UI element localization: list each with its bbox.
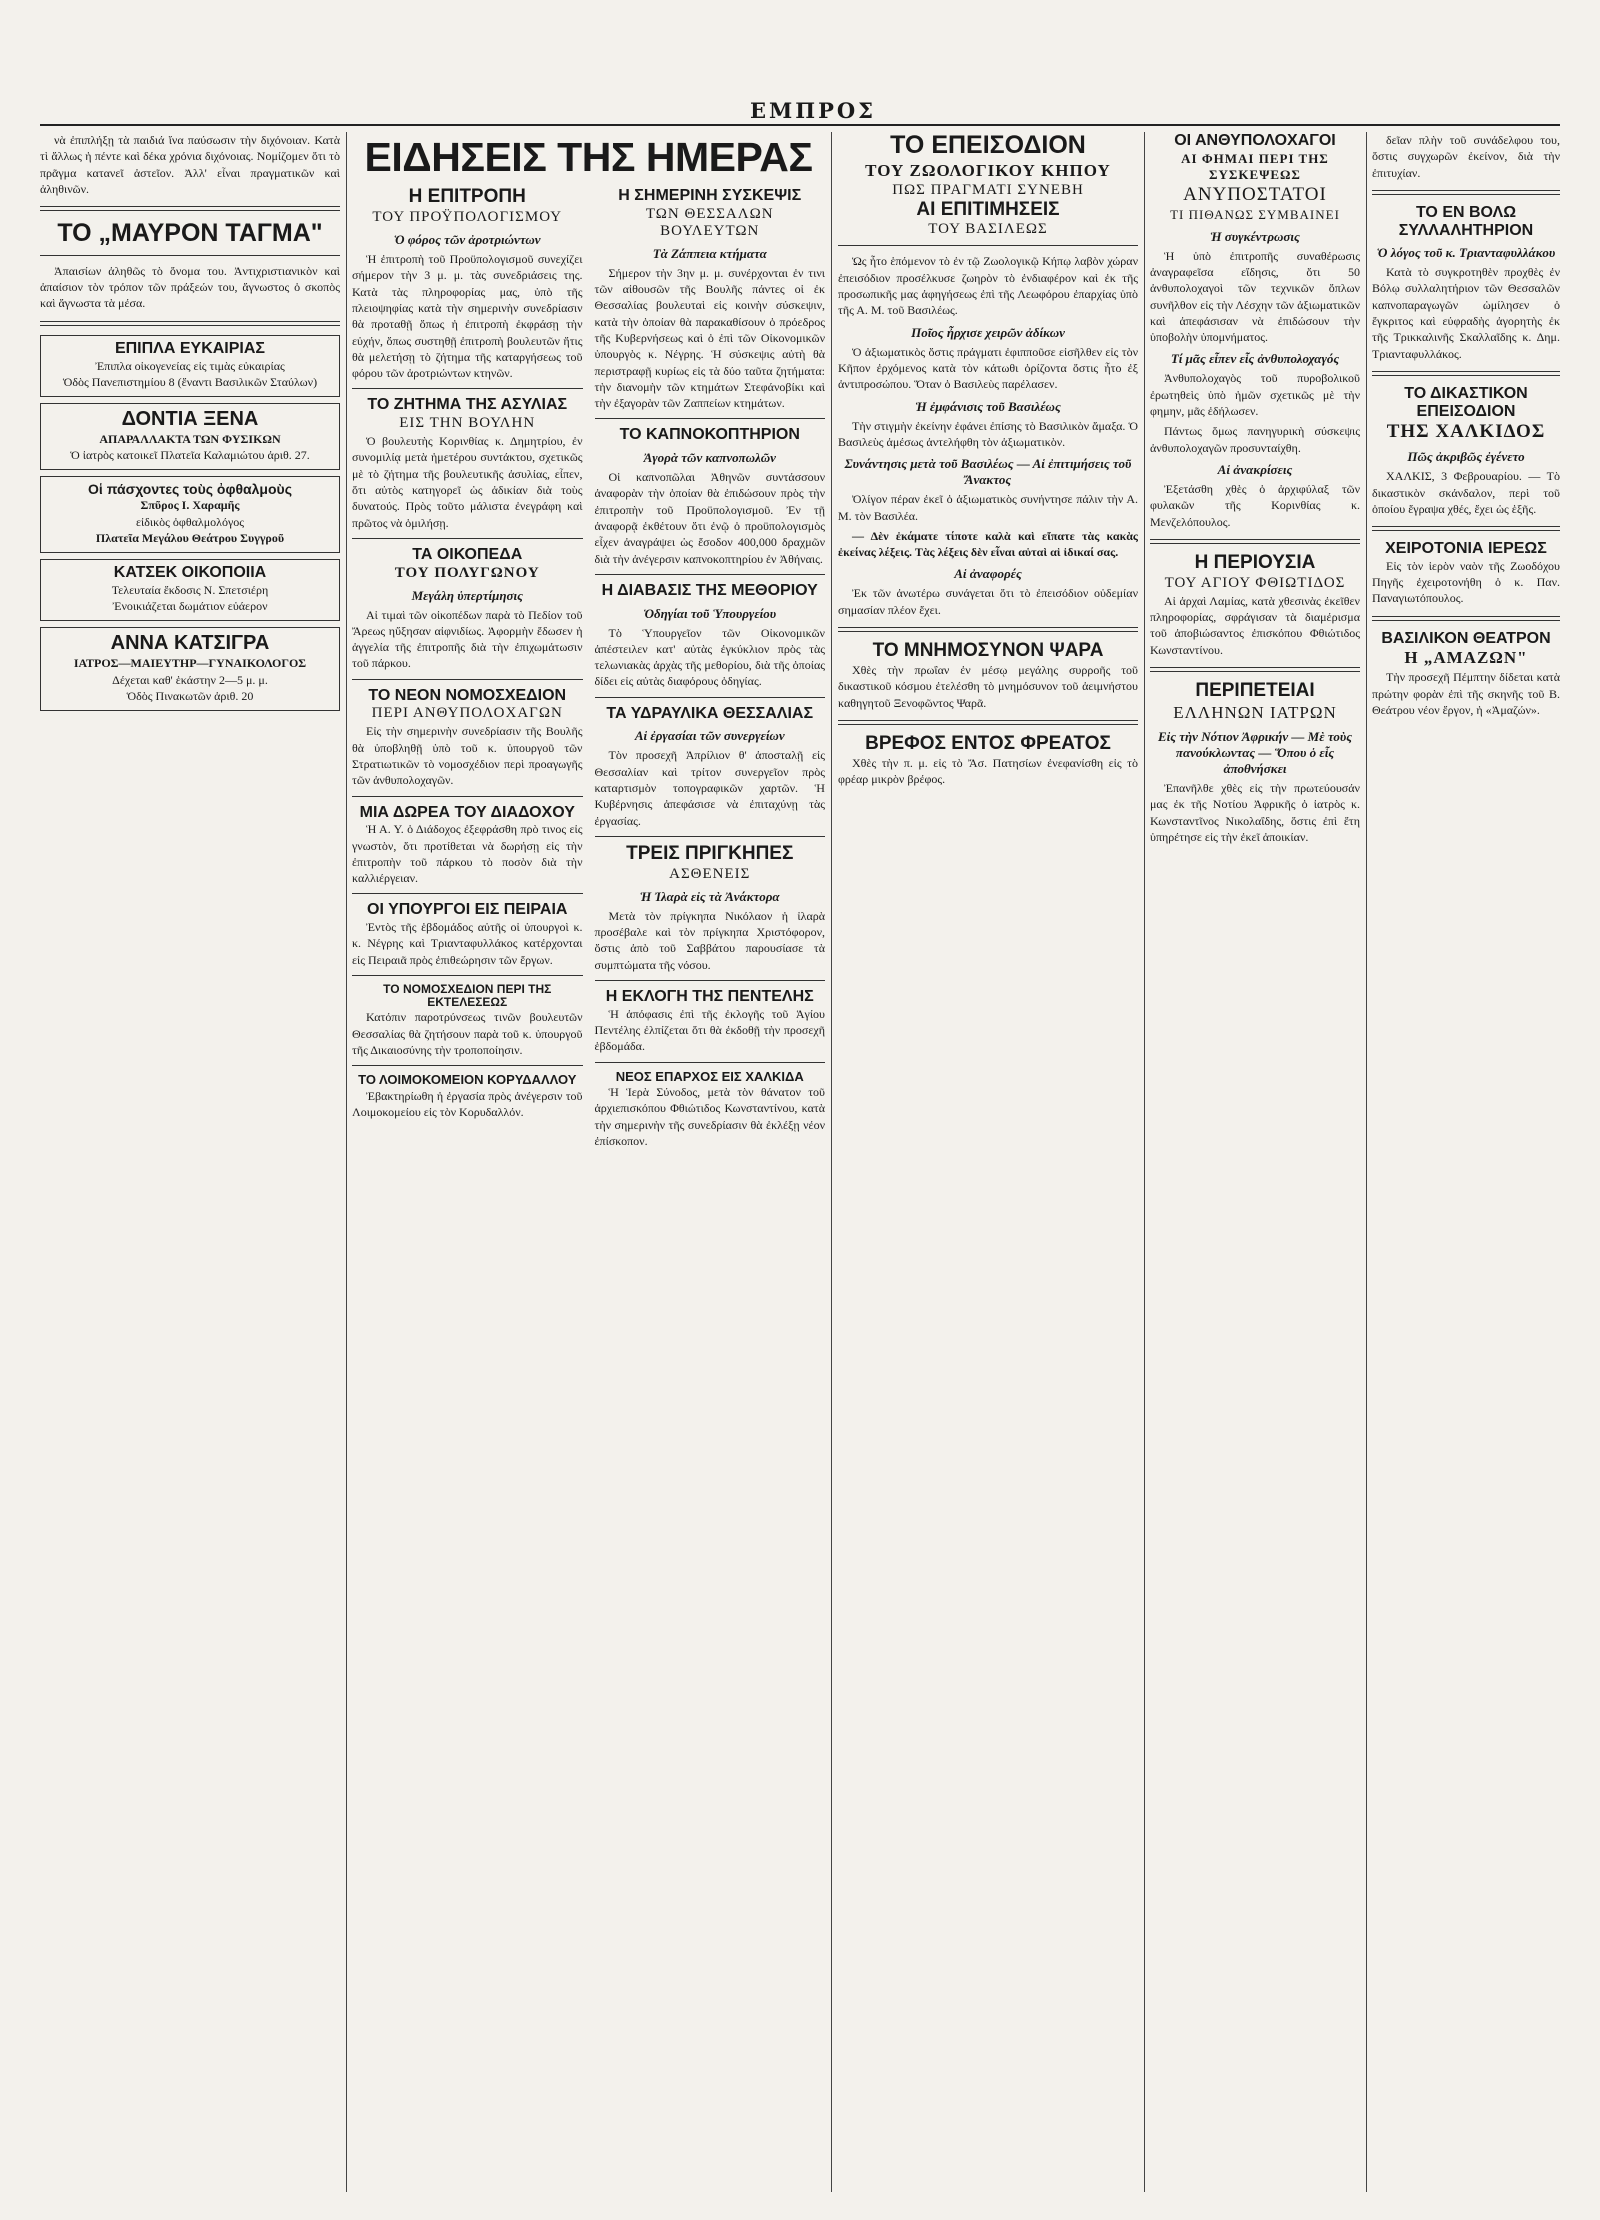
article-text: νὰ ἐπιπλήξῃ τὰ παιδιά ἵνα παύσωσιν τὴν διχόνοιαν. Κατὰ τὶ ἄλλως ἡ πέντε καὶ δέκα χρόνια διχόνοιας. Νομίζομεν ὅτι τὸ πρᾶγμα κατανεῖ ἀστεῖον. Ἀλλ' εἶναι πραγματικῶν καὶ ἀληθινῶν. — [40, 133, 340, 196]
article-kicker: Μεγάλη ὑπερτίμησις — [411, 587, 523, 603]
article-text: Ἐξετάσθη χθὲς ὁ ἀρχιφύλαξ τῶν φυλακῶν τῆς Κορινθίας κ. Μενζελόπουλος. — [1150, 482, 1360, 529]
article-text: Ἐπανῆλθε χθὲς εἰς τὴν πρωτεύουσάν μας ἐκ τῆς Νοτίου Ἀφρικῆς ὁ ἰατρὸς κ. Κωνσταντῖνος Νικολαΐδης, ὅστις ἐπὶ ἔτη ὑπηρέτησε εἰς τὴν ἐκεῖ ἀποικίαν. — [1150, 781, 1360, 844]
article-text: Αἱ ἀρχαὶ Λαμίας, κατὰ χθεσινὰς ἐκεῖθεν πληροφορίας, σφράγισαν τὰ διαμέρισμα τοῦ ἀποβιώσαντος ἐπισκόπου Φθιώτιδος Κωνσταντίνου. — [1150, 593, 1360, 657]
article-subheadline: ΠΩΣ ΠΡΑΓΜΑΤΙ ΣΥΝΕΒΗ — [892, 181, 1084, 198]
article-text: Ἡ Ἱερὰ Σύνοδος, μετὰ τὸν θάνατον τοῦ ἀρχιεπισκόπου Φθιώτιδος Κωνσταντίνου, κατὰ τὴν σημερινὴν τῆς συνεδρίασιν θὰ ἐκλέξῃ νέον ἐπίσκοπον. — [594, 1084, 825, 1148]
article-text: ΧΑΛΚΙΣ, 3 Φεβρουαρίου. — Τὸ δικαστικὸν σκάνδαλον, περὶ τοῦ ὁποίου ἔγραψα χθές, ἔχει ὡς ἑξῆς. — [1372, 469, 1560, 516]
article-headline: ΤΟ ΔΙΚΑΣΤΙΚΟΝ ΕΠΕΙΣΟΔΙΟΝ — [1404, 385, 1528, 420]
article-headline: Η ΠΕΡΙΟΥΣΙΑ — [1194, 551, 1316, 573]
ad-subtitle: ΑΠΑΡΑΛΛΑΚΤΑ ΤΩΝ ΦΥΣΙΚΩΝ — [99, 431, 281, 446]
article-kicker: Συνάντησις μετὰ τοῦ Βασιλέως — Αἱ ἐπιτιμήσεις τοῦ Ἄνακτος — [844, 456, 1132, 488]
article-subheadline: ΑΣΘΕΝΕΙΣ — [669, 865, 751, 882]
article-kicker: Ὁ φόρος τῶν ἀροτριώντων — [393, 231, 541, 247]
article-headline: ΤΑ ΥΔΡΑΥΛΙΚΑ ΘΕΣΣΑΛΙΑΣ — [606, 704, 814, 722]
advertisement — [40, 627, 340, 711]
section-banner: ΕΙΔΗΣΕΙΣ ΤΗΣ ΗΜΕΡΑΣ — [364, 134, 813, 180]
divider — [40, 321, 340, 326]
article-kicker: Ἀγορὰ τῶν καπνοπωλῶν — [643, 450, 776, 466]
ad-subtitle: ΙΑΤΡΟΣ—ΜΑΙΕΥΤΗΡ—ΓΥΝΑΙΚΟΛΟΓΟΣ — [73, 656, 307, 671]
ad-text: Τελευταία ἔκδοσις Ν. Σπετσιέρη — [111, 582, 269, 597]
advertisement — [40, 403, 340, 470]
divider — [1372, 526, 1560, 531]
article-subheadline: ΑΝΥΠΟΣΤΑΤΟΙ — [1183, 183, 1327, 205]
article-text: Ἐκ τῶν ἀνωτέρω συνάγεται ὅτι τὸ ἐπεισόδιον οὐδεμίαν σημασίαν πλέον ἔχει. — [838, 586, 1138, 617]
article-text: Ἡ ὑπὸ ἐπιτροπῆς συναθέρωσις ἀναγραφεῖσα εἴδησις, ὅτι 50 ἀνθυπολοχαγοὶ τῶν τεχνικῶν ὅπλων συνῆλθον εἰς τὴν Λέσχην τῶν ἀξιωματικῶν καὶ ἀπεφάσισαν νὰ ἐπιδώσουν τὴν ὑποβολὴν ὑπομνήματος. — [1150, 248, 1360, 345]
article-subheadline: ΤΙ ΠΙΘΑΝΩΣ ΣΥΜΒΑΙΝΕΙ — [1170, 206, 1340, 222]
article-text: Ἡ ἀπόφασις ἐπὶ τῆς ἐκλογῆς τοῦ Ἁγίου Πεντέλης ἐλπίζεται ὅτι θὰ ἐκδοθῇ τὴν προσεχῆ ἑβδομάδα. — [594, 1006, 825, 1054]
article-text: Ἀπαισίων ἀληθῶς τὸ ὄνομα του. Ἀντιχριστιανικὸν καὶ ἀπαίσιον τὸν τρόπον τῶν πράξεών του, ἄγνωστος ὁ σκοπὸς καὶ ἄγνωστα τὰ μέσα. — [40, 263, 340, 311]
article-text: Τὸν προσεχῆ Ἀπρίλιον θ' ἀποσταλῇ εἰς Θεσσαλίαν καὶ τρίτον συνεργεῖον πρὸς καταρτισμὸν τοπογραφικῶν χαρτῶν. Ἡ Κυβέρνησις ἀπεφάσισε νὰ ἐπιταχύνῃ τὰς ἐργασίας. — [594, 748, 825, 828]
article-headline: ΑΙ ΕΠΙΤΙΜΗΣΕΙΣ — [916, 198, 1060, 220]
divider — [838, 627, 1138, 632]
column-divider — [1366, 132, 1367, 2192]
article-subheadline: ΤΟΥ ΒΑΣΙΛΕΩΣ — [928, 221, 1048, 238]
article-kicker: Ποῖος ἦρχισε χειρῶν ἀδίκων — [911, 324, 1065, 340]
article-kicker: Ὁδηγίαι τοῦ Ὑπουργείου — [643, 605, 777, 621]
article-kicker: Ὁ λόγος τοῦ κ. Τριανταφυλλάκου — [1376, 245, 1556, 261]
article-kicker: Αἱ ἐργασίαι τῶν συνεργείων — [634, 728, 785, 744]
article-kicker: Ἡ συγκέντρωσις — [1210, 228, 1300, 244]
article-text: Ὁ ἀξιωματικὸς ὅστις πράγματι ἐφιπποῦσε εἰσῆλθεν εἰς τὸν Κῆπον ἐρχόμενος κατὰ τὸν κάτωθι ὁρίζοντα ὅστις ἦτο ἐξ ἀντιπροσώπου. Ὅταν ὁ Βασιλεὺς παρέλασεν. — [838, 344, 1138, 392]
article-headline: ΧΕΙΡΟΤΟΝΙΑ ΙΕΡΕΩΣ — [1385, 540, 1547, 558]
ad-title: ΚΑΤΣΕΚ ΟΙΚΟΠΟΙΙΑ — [113, 563, 267, 581]
advertisement — [40, 559, 340, 621]
article-kicker: Τὰ Ζάππεια κτήματα — [652, 245, 767, 261]
article-quote: — Δὲν ἐκάματε τίποτε καλὰ καὶ εἴπατε τὰς κακὰς ἐκείνας λέξεις. Τὰς λέξεις δὲν εἶναι αὐταὶ αἱ ἰδικαί σας. — [838, 528, 1138, 560]
article-headline: ΜΙΑ ΔΩΡΕΑ ΤΟΥ ΔΙΑΔΟΧΟΥ — [359, 803, 575, 821]
article-headline: ΤΟ ΝΟΜΟΣΧΕΔΙΟΝ ΠΕΡΙ ΤΗΣ ΕΚΤΕΛΕΣΕΩΣ — [383, 981, 552, 1010]
article-text: Εἰς τὸν ἱερὸν ναὸν τῆς Ζωοδόχου Πηγῆς ἐχειροτονήθη ὁ κ. Παν. Παναγιωτόπουλος. — [1372, 558, 1560, 606]
article-headline: ΝΕΟΣ ΕΠΑΡΧΟΣ ΕΙΣ ΧΑΛΚΙΔΑ — [615, 1068, 804, 1084]
article-text: Ἡ Α. Υ. ὁ Διάδοχος ἐξεφράσθη πρὸ τινος εἰς γνωστὸν, ὅτι προτίθεται νὰ δωρήσῃ εἰς τὴν ἐπιτροπὴν τοῦ πάρκου τὸ ποσὸν διὰ τὴν καλλιέργειαν. — [352, 822, 583, 886]
column-2 — [352, 132, 825, 2192]
article-kicker: Τί μᾶς εἶπεν εἷς ἀνθυπολοχαγός — [1170, 351, 1340, 367]
article-subheadline: ΕΙΣ ΤΗΝ ΒΟΥΛΗΝ — [399, 415, 536, 432]
article-subheadline: ΑΙ ΦΗΜΑΙ ΠΕΡΙ ΤΗΣ ΣΥΣΚΕΨΕΩΣ — [1181, 150, 1329, 182]
ad-address: Πλατεῖα Μεγάλου Θεάτρου Συγγροῦ — [95, 531, 285, 546]
column-1 — [40, 132, 340, 2192]
article-subheadline: ΠΕΡΙ ΑΝΘΥΠΟΛΟΧΑΓΩΝ — [371, 705, 563, 722]
ad-text: Ἐνοικιάζεται δωμάτιον εὐάερον — [112, 599, 268, 614]
ad-address: Ὁδὸς Πινακωτῶν ἀριθ. 20 — [126, 689, 254, 704]
divider — [352, 388, 583, 389]
ad-text: Ὁ ἰατρὸς κατοικεῖ Πλατεῖα Καλαμιώτου ἀριθ. 27. — [70, 448, 310, 463]
divider — [595, 418, 826, 419]
article-text: Οἱ καπνοπῶλαι Ἀθηνῶν συντάσσουν ἀναφορὰν τὴν ὁποίαν θὰ ἐπιδώσουν πρὸς τὴν ἐπιτροπὴν τοῦ Προϋπολογισμοῦ. Ἐν τῇ ἀναφορᾷ ἐκθέτουν ὅτι ἐνῷ ὁ προϋπολογισμὸς εἶχεν ἀναγράψει ὡς ἔσοδον 400,000 δραχμῶν διὰ τὴν ἀνέγερσιν καπνοκοπτηρίου ἐν Ἀθήναις. — [594, 470, 825, 566]
article-headline: ΤΑ ΟΙΚΟΠΕΔΑ — [412, 545, 523, 563]
article-text: Ἐντὸς τῆς ἑβδομάδος αὐτῆς οἱ ὑπουργοὶ κ. κ. Νέγρης καὶ Τριανταφυλλάκος κατέρχονται εἰς Πειραιᾶ πρὸς ἐπιθεώρησιν τῶν ἔργων. — [352, 920, 583, 967]
news-subcolumns — [352, 187, 825, 1153]
article-headline: ΒΑΣΙΛΙΚΟΝ ΘΕΑΤΡΟΝ — [1381, 629, 1551, 647]
news-subcolumn-left — [352, 187, 583, 1153]
article-text: Ὀλίγον πέραν ἐκεῖ ὁ ἀξιωματικὸς συνήντησε πάλιν τὴν Α. Μ. τὸν Βασιλέα. — [838, 492, 1138, 523]
article-headline: ΤΟ ΚΑΠΝΟΚΟΠΤΗΡΙΟΝ — [619, 426, 800, 444]
article-headline: ΟΙ ΑΝΘΥΠΟΛΟΧΑΓΟΙ — [1174, 132, 1336, 149]
article-headline: ΤΟ ΛΟΙΜΟΚΟΜΕΙΟΝ ΚΟΡΥΔΑΛΛΟΥ — [358, 1072, 577, 1088]
ad-title: ΔΟΝΤΙΑ ΞΕΝΑ — [121, 407, 259, 430]
article-headline: ΤΟ ΕΠΕΙΣΟΔΙΟΝ — [890, 132, 1086, 159]
divider — [1150, 667, 1360, 672]
newspaper-name: ΕΜΠΡΟΣ — [750, 98, 877, 123]
article-kicker: Πῶς ἀκριβῶς ἐγένετο — [1407, 449, 1525, 465]
article-text: Πάντως ὅμως πανηγυρικὴ σύσκεψις ἀνθυπολοχαγῶν προσυνταίχθη. — [1150, 424, 1360, 455]
divider — [595, 980, 826, 981]
article-kicker: Ἡ ἐμφάνισις τοῦ Βασιλέως — [915, 398, 1061, 414]
divider — [595, 1062, 826, 1063]
divider — [1372, 616, 1560, 621]
column-4 — [1150, 132, 1360, 2192]
article-text: Ἐβακτηρίωθη ἡ ἐργασία πρὸς ἀνέγερσιν τοῦ Λοιμοκομείου εἰς τὸν Κορυδαλλόν. — [352, 1088, 583, 1119]
article-headline: ΤΡΕΙΣ ΠΡΙΓΚΗΠΕΣ — [626, 842, 794, 864]
article-subheadline: ΤΟΥ ΠΟΛΥΓΩΝΟΥ — [394, 564, 540, 581]
ad-title: ΑΝΝΑ ΚΑΤΣΙΓΡΑ — [110, 632, 270, 655]
article-headline: ΟΙ ΥΠΟΥΡΓΟΙ ΕΙΣ ΠΕΙΡΑΙΑ — [367, 901, 568, 919]
divider — [40, 206, 340, 211]
column-divider — [346, 132, 347, 2192]
ad-name: Σπῦρος Ι. Χαραμῆς — [140, 498, 240, 513]
article-subheadline: ΤΟΥ ΑΓΙΟΥ ΦΘΙΩΤΙΔΟΣ — [1164, 574, 1346, 591]
ad-address: Ὁδὸς Πανεπιστημίου 8 (ἔναντι Βασιλικῶν Σταύλων) — [62, 375, 318, 390]
article-subheadline: ΕΛΛΗΝΩΝ ΙΑΤΡΩΝ — [1173, 703, 1337, 722]
column-divider — [1144, 132, 1145, 2192]
article-text: Χθὲς τὴν π. μ. εἰς τὸ Ἄσ. Πατησίων ἐνεφανίσθη εἰς τὸ φρέαρ μικρὸν βρέφος. — [838, 755, 1138, 787]
article-kicker: Αἱ ἀναφορές — [954, 566, 1022, 582]
article-headline: ΠΕΡΙΠΕΤΕΙΑΙ — [1195, 680, 1315, 702]
article-text: Ὡς ἦτο ἑπόμενον τὸ ἐν τῷ Ζωολογικῷ Κήπῳ λαβὸν χώραν ἐπεισόδιον προσέλκυσε ζωηρὸν τὸ ἐνδιαφέρον καὶ ἐκ τῆς προσωπικῆς μας ἀφηγήσεως ἐπὶ τῆς Λεωφόρου ἐπαρχίας ὑπὸ τῆς Α. Μ. τοῦ Βασιλέως. — [838, 254, 1138, 318]
article-headline: Η ΕΚΛΟΓΗ ΤΗΣ ΠΕΝΤΕΛΗΣ — [605, 988, 814, 1006]
article-text: Τὸ Ὑπουργεῖον τῶν Οἰκονομικῶν ἀπέστειλεν κατ' αὐτὰς ἐγκύκλιον πρὸς τὰς τελωνιακὰς ἀρχὰς τῆς μεθορίου, διὰ τῆς ὁποίας δίδει εἰς αὐτὰς διαφόρους ὁδηγίας. — [594, 625, 825, 689]
divider — [595, 574, 826, 575]
article-kicker: Ἡ Ἰλαρὰ εἰς τὰ Ἀνάκτορα — [639, 888, 780, 904]
article-text: Χθὲς τὴν πρωΐαν ἐν μέσῳ μεγάλης συρροῆς τοῦ δικαστικοῦ κόσμου ἐτελέσθη τὸ μνημόσυνον τοῦ ἀειμνήστου καθηγητοῦ Ξενοφῶντος Ψαρᾶ. — [838, 662, 1138, 710]
article-headline: ΤΟ ΝΕΟΝ ΝΟΜΟΣΧΕΔΙΟΝ — [368, 686, 567, 704]
article-headline: Η ΔΙΑΒΑΣΙΣ ΤΗΣ ΜΕΘΟΡΙΟΥ — [601, 581, 818, 599]
divider — [352, 538, 583, 539]
ad-text: Δέχεται καθ' ἑκάστην 2—5 μ. μ. — [112, 672, 268, 687]
article-text: Μετὰ τὸν πρίγκηπα Νικόλαον ἡ ἰλαρὰ προσέβαλε καὶ τὸν πρίγκηπα Χριστόφορον, ὅστις ἀπὸ τοῦ Σαββάτου παρουσίασε τὰ συμπτώματα τῆς νόσου. — [594, 908, 825, 972]
article-kicker: Αἱ ἀνακρίσεις — [1217, 462, 1293, 478]
masthead-rule — [40, 124, 1560, 126]
article-headline: Η ΕΠΙΤΡΟΠΗ — [408, 186, 526, 208]
article-text: δεῖαν πλὴν τοῦ συνάδελφου του, ὅστις συγχωρῶν ἐκείνον, διὰ τὴν ἐπιτυχίαν. — [1372, 133, 1560, 180]
column-3 — [838, 132, 1138, 2192]
divider — [352, 679, 583, 680]
article-headline: ΤΟ „ΜΑΥΡΟΝ ΤΑΓΜΑ" — [57, 219, 323, 248]
article-text: Εἰς τὴν σημερινὴν συνεδρίασιν τῆς Βουλῆς θὰ ὑποβληθῇ ὑπὸ τοῦ κ. ὑπουργοῦ τῶν Στρατιωτικῶν τὸ νομοσχέδιον περὶ προαγωγῆς τῶν ἀνθυπολοχαγῶν. — [352, 724, 583, 788]
article-text: Ἡ ἐπιτροπὴ τοῦ Προϋπολογισμοῦ συνεχίζει σήμερον τὴν 3 μ. μ. τὰς συνεδριάσεις της. Κατὰ τὰς πληροφορίας μας, ὑπὸ τῆς πλειοψηφίας κατὰ τὴν σημερινὴν συνεδρίασιν θὰ προταθῇ ὅπως ἡ ἐπιτροπὴ ἐκφράσῃ τὴν εὐχήν, ὅπως συστηθῇ ἐπιτροπὴ βουλευτῶν ἥτις θὰ μελετήσῃ τὸ ζήτημα τῆς καταργήσεως τοῦ φόρου τῶν ἀροτριώντων κτηνῶν. — [352, 251, 583, 381]
divider — [1372, 371, 1560, 376]
divider — [352, 975, 583, 976]
divider — [838, 720, 1138, 725]
article-text: Σήμερον τὴν 3ην μ. μ. συνέρχονται ἐν τινι τῶν αἰθουσῶν τῆς Βουλῆς πάντες οἱ ἐκ Θεσσαλίας βουλευταὶ εἰς κοινὴν σύσκεψιν, κατὰ τὴν ὁποίαν θὰ παρακαθίσουν ὁ πρόεδρος τῆς Κυβερνήσεως καὶ ὁ ἐπὶ τῶν Οἰκονομικῶν ὑπουργὸς κ. Νέγρης. Ἡ σύσκεψις αὐτὴ θὰ περιστραφῇ κυρίως εἰς τὰ δύο ταῦτα ζητήματα: τὴν διανομὴν τῶν κτημάτων Στεφάνοβίκι καὶ τὴν ἐξαγορὰν τῶν Ζαππείων κτημάτων. — [594, 265, 825, 411]
divider — [352, 796, 583, 797]
divider — [352, 1065, 583, 1066]
article-text: Κατόπιν παροτρύνσεως τινῶν βουλευτῶν Θεσσαλίας θὰ ζητήσουν παρὰ τοῦ κ. ὑπουργοῦ τῆς Δικαιοσύνης τὴν τροποποίησιν. — [352, 1010, 583, 1057]
article-text: Ὁ βουλευτὴς Κορινθίας κ. Δημητρίου, ἐν συνομιλίᾳ μετὰ ἡμετέρου συντάκτου, σχετικῶς μὲ τὸ ζήτημα τῆς βουλευτικῆς ἀσυλίας, εἶπεν, ὅτι αὐτὸς κατηγορεῖ ὡς ἀδικίαν διὰ τοὺς δυνατούς. Πρὸς τοῦτο μάλιστα ἐνεγράφη καὶ πρῶτος νὰ ὁμιλήσῃ. — [352, 434, 583, 530]
article-subheadline: ΤΩΝ ΘΕΣΣΑΛΩΝ ΒΟΥΛΕΥΤΩΝ — [645, 205, 774, 239]
article-headline: ΤΟ ΕΝ ΒΟΛΩ ΣΥΛΛΑΛΗΤΗΡΙΟΝ — [1398, 203, 1534, 239]
advertisement — [40, 476, 340, 553]
column-5 — [1372, 132, 1560, 2192]
divider — [838, 245, 1138, 246]
divider — [595, 697, 826, 698]
article-headline: Η ΣΗΜΕΡΙΝΗ ΣΥΣΚΕΨΙΣ — [618, 187, 802, 205]
article-headline: ΒΡΕΦΟΣ ΕΝΤΟΣ ΦΡΕΑΤΟΣ — [865, 732, 1111, 754]
divider — [595, 836, 826, 837]
news-subcolumn-right — [595, 187, 826, 1153]
advertisement — [40, 335, 340, 397]
article-text: Ἀνθυπολοχαγὸς τοῦ πυροβολικοῦ ἐρωτηθεὶς ὑπὸ ἡμῶν σχετικῶς μὲ τὴν φημην, μᾶς ἐδήλωσεν. — [1150, 371, 1360, 419]
article-headline: ΤΟ ΜΝΗΜΟΣΥΝΟΝ ΨΑΡΑ — [872, 640, 1104, 662]
article-text: Κατὰ τὸ συγκροτηθὲν προχθὲς ἐν Βόλῳ συλλαλητήριον τῶν Θεσσαλῶν καπνοπαραγωγῶν ὡμίλησεν ὁ ἔγκριτος καὶ εὐφραδὴς ἀγορητὴς ἐκ τῆς Τρικκαλινῆς Σκαλλαῖδης κ. Δημ. Τριανταφυλλάκος. — [1372, 265, 1560, 361]
divider — [1372, 190, 1560, 195]
column-divider — [831, 132, 832, 2192]
article-text: Αἱ τιμαὶ τῶν οἰκοπέδων παρὰ τὸ Πεδίον τοῦ Ἄρεως ηὔξησαν αἰφνιδίως. Ἀφορμὴν ἔδωσεν ἡ ἀγγελία τῆς ἐπιτροπῆς διὰ τὴν ἐπιχωμάτωσιν τοῦ πάρκου. — [352, 607, 583, 671]
article-kicker: Εἰς τὴν Νότιον Ἀφρικήν — Μὲ τοὺς πανούκλωντας — Ὅπου ὁ εἷς ἀποθνήσκει — [1157, 729, 1353, 776]
ad-text: εἰδικὸς ὀφθαλμολόγος — [135, 514, 245, 529]
masthead — [0, 0, 1600, 123]
ad-text: Ἐπιπλα οἰκογενείας εἰς τιμὰς εὐκαιρίας — [95, 358, 285, 373]
divider — [352, 893, 583, 894]
article-text: Τὴν προσεχῆ Πέμπτην δίδεται κατὰ πρώτην φορὰν ἐπὶ τῆς σκηνῆς τοῦ Β. Θεάτρου νέον ἔργον, ἡ «Ἀμαζών». — [1372, 670, 1560, 717]
article-subheadline: ΤΟΥ ΠΡΟΫΠΟΛΟΓΙΣΜΟΥ — [372, 208, 563, 225]
ad-title: ΕΠΙΠΛΑ ΕΥΚΑΙΡΙΑΣ — [114, 339, 266, 357]
divider — [40, 255, 340, 256]
ad-title: Οἱ πάσχοντες τοὺς ὀφθαλμοὺς — [88, 481, 292, 498]
article-text: Τὴν στιγμὴν ἐκείνην ἐφάνει ἐπίσης τὸ Βασιλικὸν ἅμαξα. Ὁ Βασιλεὺς ἀμέσως ἀντελήφθη τὸν ἀξιωματικὸν. — [838, 418, 1138, 449]
article-subheadline: ΤΟΥ ΖΩΟΛΟΓΙΚΟΥ ΚΗΠΟΥ — [865, 160, 1111, 180]
article-subheadline: Η „ΑΜΑΖΩΝ" — [1404, 648, 1528, 668]
article-subheadline: ΤΗΣ ΧΑΛΚΙΔΟΣ — [1386, 421, 1546, 443]
article-headline: ΤΟ ΖΗΤΗΜΑ ΤΗΣ ΑΣΥΛΙΑΣ — [367, 396, 568, 414]
divider — [1150, 539, 1360, 544]
